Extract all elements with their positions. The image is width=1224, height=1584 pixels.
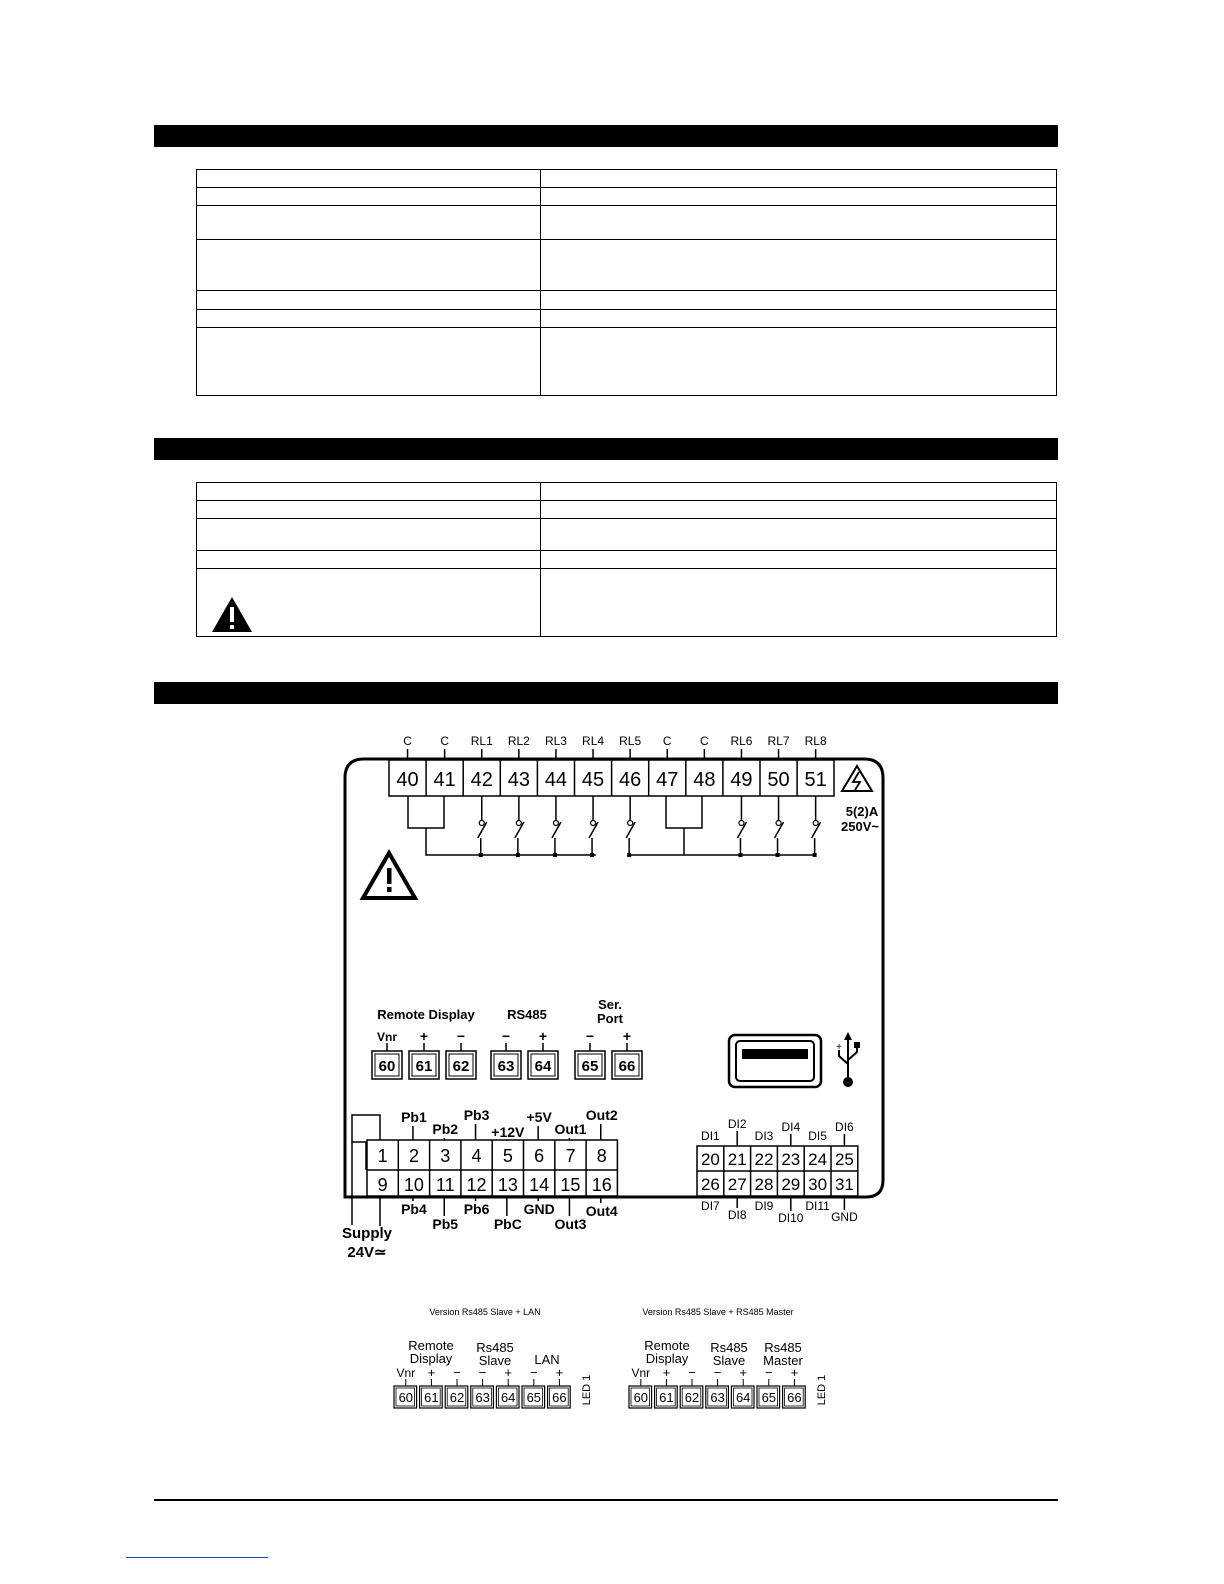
terminal-number: 49 <box>730 769 753 791</box>
variant-b-group2-label: Rs485 <box>710 1340 748 1355</box>
io-label: +12V <box>491 1124 525 1140</box>
terminal-number: 14 <box>529 1175 550 1195</box>
variant-b-group1-label: Display <box>645 1351 689 1366</box>
terminal-number: 16 <box>591 1175 612 1195</box>
terminal-number: 28 <box>754 1175 774 1194</box>
terminal-number: 62 <box>452 1058 470 1075</box>
variant-a-group2-label: Rs485 <box>476 1340 514 1355</box>
relay-label: C <box>662 734 672 748</box>
terminal-number: 25 <box>834 1150 854 1169</box>
remote-display-title: Remote Display <box>377 1007 475 1022</box>
terminal-number: 64 <box>534 1058 552 1075</box>
pin-polarity-label: + <box>538 1028 548 1044</box>
terminal-number: 22 <box>754 1150 774 1169</box>
io-label: Pb5 <box>432 1216 459 1232</box>
terminal-number: 61 <box>424 1390 439 1405</box>
relay-label: C <box>700 734 709 748</box>
terminal-number: 61 <box>415 1058 433 1075</box>
terminal-number: 64 <box>500 1390 516 1405</box>
terminal-number: 27 <box>727 1175 747 1194</box>
terminal-number: 29 <box>781 1175 801 1194</box>
terminal-number: 6 <box>534 1146 545 1166</box>
di-label: DI11 <box>805 1199 830 1213</box>
terminal-number: 47 <box>656 769 679 791</box>
terminal-number: 60 <box>378 1058 396 1075</box>
high-voltage-icon <box>842 766 872 791</box>
variant-a-title: Version Rs485 Slave + LAN <box>429 1307 541 1317</box>
di-label: DI3 <box>754 1129 774 1143</box>
pin-polarity-label: + <box>419 1028 429 1044</box>
terminal-number: 11 <box>435 1175 455 1195</box>
terminal-number: 24 <box>808 1150 828 1169</box>
terminal-number: 66 <box>552 1390 567 1405</box>
variant-b-group3-label: Rs485 <box>764 1340 802 1355</box>
di-label: DI9 <box>754 1199 774 1213</box>
relay-label: RL2 <box>507 734 530 748</box>
di-label: DI1 <box>701 1129 720 1143</box>
terminal-number: 66 <box>618 1058 636 1075</box>
variant-a-group2-label: Slave <box>478 1353 512 1368</box>
io-label: Out4 <box>585 1203 618 1219</box>
terminal-number: 2 <box>408 1146 419 1166</box>
terminal-number: 65 <box>581 1058 599 1075</box>
pin-polarity-label: + <box>504 1365 512 1380</box>
terminal-number: 66 <box>787 1390 802 1405</box>
terminal-number: 65 <box>761 1390 777 1405</box>
svg-text:+: + <box>836 1042 842 1053</box>
terminal-number: 30 <box>808 1175 828 1194</box>
terminal-number: 46 <box>619 769 642 791</box>
io-terminal-block <box>342 1107 618 1261</box>
pin-polarity-label: − <box>530 1365 538 1380</box>
io-label: Out2 <box>585 1107 618 1123</box>
terminal-number: 44 <box>544 769 568 791</box>
pin-polarity-label: + <box>427 1365 436 1380</box>
relay-label: RL4 <box>582 734 605 748</box>
pin-polarity-label: − <box>456 1028 466 1044</box>
terminal-number: 20 <box>700 1150 720 1169</box>
io-label: GND <box>523 1201 555 1217</box>
di-label: DI5 <box>808 1129 827 1143</box>
usb-port <box>729 1035 821 1087</box>
terminal-number: 23 <box>781 1150 801 1169</box>
terminal-number: 15 <box>560 1175 581 1195</box>
warning-icon <box>363 853 415 898</box>
pin-polarity-label: + <box>662 1365 671 1380</box>
terminal-number: 1 <box>377 1146 388 1166</box>
terminal-number: 60 <box>398 1390 414 1405</box>
di-label: GND <box>831 1210 858 1224</box>
relay-rating-voltage: 250V~ <box>841 819 879 834</box>
di-label: DI4 <box>781 1120 801 1134</box>
pin-polarity-label: − <box>713 1365 722 1380</box>
terminal-number: 21 <box>727 1150 747 1169</box>
terminal-number: 63 <box>710 1390 725 1405</box>
io-label: Out1 <box>554 1121 587 1137</box>
variant-b-diagram <box>629 1307 828 1408</box>
terminal-number: 50 <box>767 769 790 791</box>
terminal-number: 65 <box>526 1390 542 1405</box>
terminal-number: 9 <box>377 1175 388 1195</box>
di-label: DI6 <box>835 1120 854 1134</box>
variant-b-group3-label: Master <box>763 1353 803 1368</box>
variant-a-group1-label: Display <box>409 1351 453 1366</box>
relay-label: C <box>403 734 412 748</box>
terminal-number: 62 <box>684 1390 700 1405</box>
terminal-number: 41 <box>433 769 456 791</box>
supply-label: Supply <box>341 1225 393 1242</box>
di-label: DI2 <box>727 1117 747 1131</box>
pin-polarity-label: − <box>585 1028 595 1044</box>
io-label: +5V <box>526 1109 552 1125</box>
controller-housing <box>345 759 883 1197</box>
di-label: DI7 <box>701 1199 720 1213</box>
terminal-number: 63 <box>475 1390 490 1405</box>
footer-link-underline <box>126 1557 268 1558</box>
relay-rating-current: 5(2)A <box>845 804 879 819</box>
relay-label: RL6 <box>730 734 753 748</box>
variant-b-title: Version Rs485 Slave + RS485 Master <box>642 1307 794 1317</box>
terminal-number: 43 <box>507 769 530 791</box>
terminal-number: 7 <box>565 1146 576 1166</box>
relay-label: RL1 <box>470 734 493 748</box>
usb-icon <box>836 1032 860 1087</box>
terminal-number: 60 <box>633 1390 649 1405</box>
terminal-number: 63 <box>497 1058 515 1075</box>
relay-label: RL7 <box>767 734 790 748</box>
terminal-number: 26 <box>700 1175 720 1194</box>
relay-label: C <box>440 734 449 748</box>
io-label: Pb6 <box>463 1201 490 1217</box>
terminal-number: 13 <box>497 1175 518 1195</box>
pin-polarity-label: + <box>622 1028 632 1044</box>
supply-voltage-label: 24V≃ <box>347 1244 387 1261</box>
terminal-number: 61 <box>659 1390 674 1405</box>
io-label: Pb4 <box>401 1201 427 1217</box>
variant-a-group1-label: Remote <box>408 1338 454 1353</box>
io-label: Pb2 <box>432 1121 459 1137</box>
terminal-number: 4 <box>471 1146 482 1166</box>
pin-polarity-label: − <box>501 1028 511 1044</box>
rs485-title: RS485 <box>507 1007 547 1022</box>
terminal-number: 48 <box>693 769 716 791</box>
pin-polarity-label: Vnr <box>376 1030 398 1044</box>
terminal-number: 8 <box>596 1146 607 1166</box>
pin-polarity-label: + <box>739 1365 747 1380</box>
variant-a-led-label: LED 1 <box>581 1374 593 1406</box>
terminal-number: 40 <box>396 769 419 791</box>
io-label: Pb1 <box>401 1109 427 1125</box>
io-label: Pb3 <box>463 1107 490 1123</box>
terminal-number: 62 <box>449 1390 465 1405</box>
io-label: PbC <box>493 1216 522 1232</box>
pin-polarity-label: − <box>478 1365 487 1380</box>
pin-polarity-label: + <box>790 1365 799 1380</box>
io-label: Out3 <box>554 1216 587 1232</box>
terminal-number: 10 <box>403 1175 424 1195</box>
terminal-number: 3 <box>440 1146 451 1166</box>
pin-polarity-label: Vnr <box>396 1366 416 1380</box>
terminal-number: 5 <box>502 1146 513 1166</box>
terminal-number: 42 <box>470 769 493 791</box>
relay-label: RL3 <box>544 734 567 748</box>
terminal-number: 31 <box>834 1175 854 1194</box>
ser-port-title: Ser. <box>598 997 622 1012</box>
di-label: DI8 <box>727 1208 747 1222</box>
terminal-number: 45 <box>581 769 605 791</box>
variant-b-group1-label: Remote <box>644 1338 690 1353</box>
variant-a-diagram <box>394 1307 593 1408</box>
terminal-number: 12 <box>466 1175 487 1195</box>
pin-polarity-label: − <box>453 1365 461 1380</box>
di-label: DI10 <box>778 1211 804 1225</box>
footer-rule <box>154 1499 1058 1501</box>
variant-b-led-label: LED 1 <box>816 1374 828 1406</box>
di-terminal-block <box>697 1117 858 1225</box>
relay-label: RL5 <box>619 734 642 748</box>
relay-terminal-block <box>389 734 879 857</box>
ser-port-title: Port <box>597 1011 623 1026</box>
terminal-number: 64 <box>735 1390 751 1405</box>
pin-polarity-label: + <box>555 1365 564 1380</box>
relay-label: RL8 <box>804 734 827 748</box>
comm-terminal-block <box>372 997 642 1079</box>
pin-polarity-label: Vnr <box>631 1366 651 1380</box>
variant-b-group2-label: Slave <box>712 1353 746 1368</box>
pin-polarity-label: − <box>765 1365 773 1380</box>
terminal-number: 51 <box>804 769 827 791</box>
pin-polarity-label: − <box>688 1365 696 1380</box>
variant-a-group3-label: LAN <box>534 1352 560 1367</box>
